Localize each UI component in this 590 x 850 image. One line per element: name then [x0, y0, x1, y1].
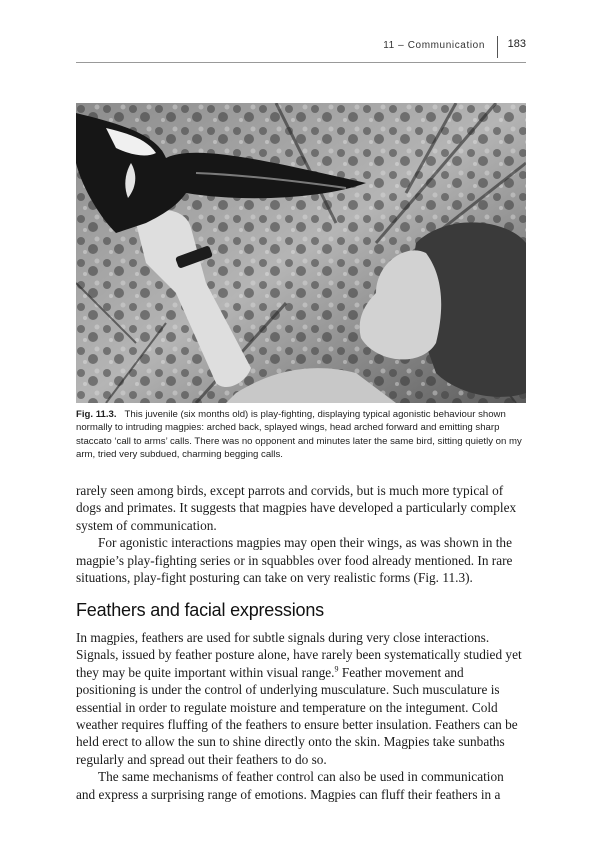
- paragraph-text: In magpies, feathers are used for subtle signals during very close interactions. Signals, issued by feather posture alone, have rarely been systematically studied yet they may be quite important within visual range.: [76, 630, 522, 680]
- figure-photo-magpie-on-arm: [76, 103, 526, 403]
- running-head: [76, 36, 526, 62]
- figure-caption-text: This juvenile (six months old) is play-fighting, displaying typical agonistic behaviour shown normally to intruding magpies: arched back, splayed wings, head arched forward and emitting sharp staccato ‘call to arms’ calls. There was no opponent and minutes later the same bird, sitting quietly on my arm, tried very subdued, charming begging calls.: [76, 409, 522, 461]
- paragraph: rarely seen among birds, except parrots and corvids, but is much more typical of dogs and primates. It suggests that magpies have developed a particularly complex system of communication.: [76, 483, 517, 533]
- figure-label: Fig. 11.3.: [76, 409, 117, 420]
- running-head-chapter-title: 11 – Communication: [383, 40, 485, 51]
- figure-caption: [76, 408, 526, 462]
- body-text-section: [76, 629, 526, 803]
- footnote-marker: 9: [334, 664, 339, 674]
- paragraph: [76, 629, 526, 768]
- header-rule: [76, 62, 526, 63]
- section-heading: Feathers and facial expressions: [76, 600, 324, 620]
- page-number: 183: [507, 38, 526, 50]
- body-text-top: [76, 482, 526, 586]
- paragraph: The same mechanisms of feather control can also be used in communication and express a surprising range of emotions. Magpies can fluff their feathers in a: [76, 769, 504, 802]
- running-head-divider: [497, 36, 498, 58]
- paragraph: For agonistic interactions magpies may open their wings, as was shown in the magpie’s play-fighting series or in squabbles over food already mentioned. In rare situations, play-fight posturing can take on very realistic forms (Fig. 11.3).: [76, 535, 513, 586]
- paragraph-text: Feather movement and positioning is under the control of underlying musculature. Such musculature is essential in order to regulate moisture and temperature on the integument. Cold weather requires fluffing of the feathers to ensure better insulation. Feathers can be held erect to allow the sun to shine directly onto the skin. Magpies take sunbaths regularly and spread out their feathers to do so.: [76, 664, 518, 767]
